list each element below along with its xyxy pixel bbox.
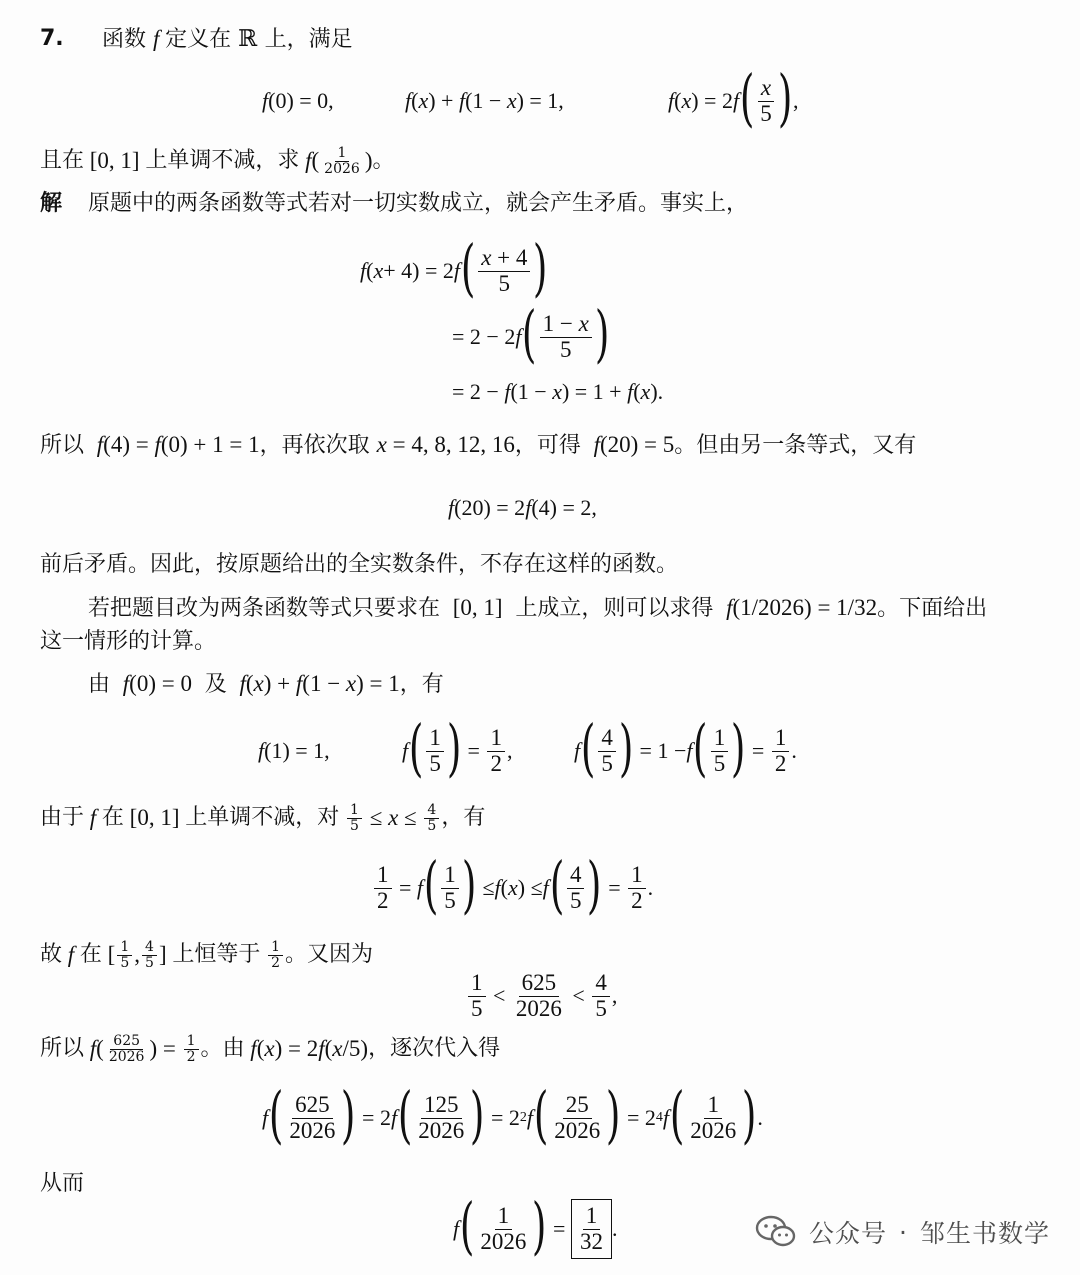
derivation-step-2: = 2 − 2 f ( $\frac{1 - x}{5}$ ) (452, 297, 610, 370)
text-because: 。又因为 (285, 942, 374, 967)
watermark-dot: · (899, 1217, 908, 1247)
text-therefore: 从而 (40, 1171, 85, 1196)
problem-number: 7. (40, 26, 64, 51)
text-below: 。下面给出 (877, 596, 988, 621)
text-if-change: 若把题目改为两条函数等式只要求在 (88, 596, 441, 621)
text-so-2: 所以 (40, 1036, 85, 1061)
question-text-1: 且在 (40, 148, 85, 173)
text-get: ，可得 (514, 433, 581, 458)
equation-bounds: $\frac{1}{2}$ = f ( $\frac{1}{5}$ ) ≤ f ( x ) ≤ f ( $\frac{4}{5}$ ) = $\frac{1}{2}$ . (0, 857, 1080, 919)
solution-line-5 (0, 624, 1080, 660)
problem-intro-3: 上，满足 (264, 27, 353, 52)
solution-line-9: 所以 f( $\frac{625}{2026}$ ) = $\frac{1}{2}$ 。由 f(x) = 2f(x/5) ，逐次代入得 (0, 1031, 1080, 1067)
watermark-account: 邹生书数学 (919, 1219, 1050, 1248)
wechat-icon (755, 1214, 797, 1250)
text-this-case: 这一情形的计算。 (40, 629, 217, 654)
answer-box: $\frac{1}{32}$ (571, 1199, 612, 1258)
text-but: 。但由另一条等式，又有 (674, 433, 917, 458)
problem-statement-line: 7. 函数 f 定义在 ℝ 上，满足 (0, 21, 1080, 57)
question-text-2: 上单调不减，求 (145, 148, 300, 173)
text-on: 在 (101, 805, 124, 830)
equation-conditions: f(0) = 0, f(x) + f(1 − x) = 1, f ( x ) = 2 f ( $\frac{x}{5}$ ) , (262, 61, 799, 134)
problem-question-line: 且在 [0, 1] 上单调不减，求 f( $\frac{1}{2026}$ ) 。 (0, 143, 1080, 179)
text-so: 所以 (40, 433, 85, 458)
solution-label: 解 (40, 191, 63, 216)
text-from: 由 (88, 672, 111, 697)
equation-values: f(1) = 1, f ( $\frac{1}{5}$ ) = $\frac{1}{2}$ , f ( $\frac{4}{5}$ ) = 1 − f ( $\frac{1}{5}$ ) = $\frac{1}{2}$ . (258, 711, 797, 784)
equation-chain: f ( $\frac{625}{2026}$ ) = 2 f ( $\frac{125}{2026}$ ) = 2 2 f ( $\frac{25}{2026}$ ) = 2 4 f ( $\frac{1}{2026}$ ) . (262, 1078, 763, 1151)
watermark (755, 1210, 1050, 1254)
solution-line-6: 由 f(0) = 0 及 f(x) + f(1 − x) = 1，有 (88, 671, 444, 697)
problem-intro-1: 函数 (102, 27, 147, 52)
solution-line-7: 由于 f 在 [0, 1] 上单调不减，对 $\frac{1}{5}$ ≤ x ≤ $\frac{4}{5}$ ，有 (0, 800, 1080, 836)
text-hence: 故 (40, 942, 63, 967)
text-by: 。由 (200, 1036, 245, 1061)
problem-intro-2: 定义在 (165, 27, 232, 52)
text-monotone: 上单调不减，对 (185, 805, 340, 830)
solution-line-4: 若把题目改为两条函数等式只要求在 [0, 1] 上成立，则可以求得 f(1/2026) = 1/32。下面给出 (88, 595, 988, 621)
derivation-step-1: f ( x + 4) = 2 f ( $\frac{x + 4}{5}$ ) (360, 231, 548, 304)
text-then-take: ，再依次取 (259, 433, 370, 458)
equation-inequality: $\frac{1}{5}$ < $\frac{625}{2026}$ < $\frac{4}{5}$ , (0, 966, 1080, 1026)
text-and: 及 (204, 672, 227, 697)
watermark-platform: 公众号 (809, 1219, 888, 1248)
text-have-2: ，有 (441, 805, 486, 830)
text-substitute: ，逐次代入得 (368, 1036, 501, 1061)
final-answer: f ( $\frac{1}{2026}$ ) = $\frac{1}{32}$ . (453, 1189, 618, 1262)
solution-line-1 (0, 186, 1080, 222)
text-can-find: 上成立，则可以求得 (515, 596, 714, 621)
text-have: ，有 (399, 672, 444, 697)
text-on-2: 在 (79, 942, 102, 967)
derivation-step-3: = 2 − f(1 − x) = 1 + f(x). (452, 379, 664, 404)
solution-line-3 (0, 547, 1080, 583)
text-since: 由于 (40, 805, 85, 830)
text-contradiction: 前后矛盾。因此，按原题给出的全实数条件，不存在这样的函数。 (40, 552, 679, 577)
solution-line-8: 故 f 在 [ $\frac{1}{5}$ , $\frac{4}{5}$ ] 上恒等于 $\frac{1}{2}$ 。又因为 (0, 937, 1080, 973)
solution-line-2: 所以 f(4) = f(0) + 1 = 1，再依次取 x = 4, 8, 12, 16，可得 f(20) = 5。但由另一条等式，又有 (40, 432, 917, 458)
question-text-3: 。 (372, 148, 395, 173)
equation-contradiction: f(20) = 2f(4) = 2, (448, 495, 597, 520)
text-constant: 上恒等于 (172, 942, 261, 967)
solution-intro: 原题中的两条函数等式若对一切实数成立，就会产生矛盾。事实上， (88, 191, 749, 216)
